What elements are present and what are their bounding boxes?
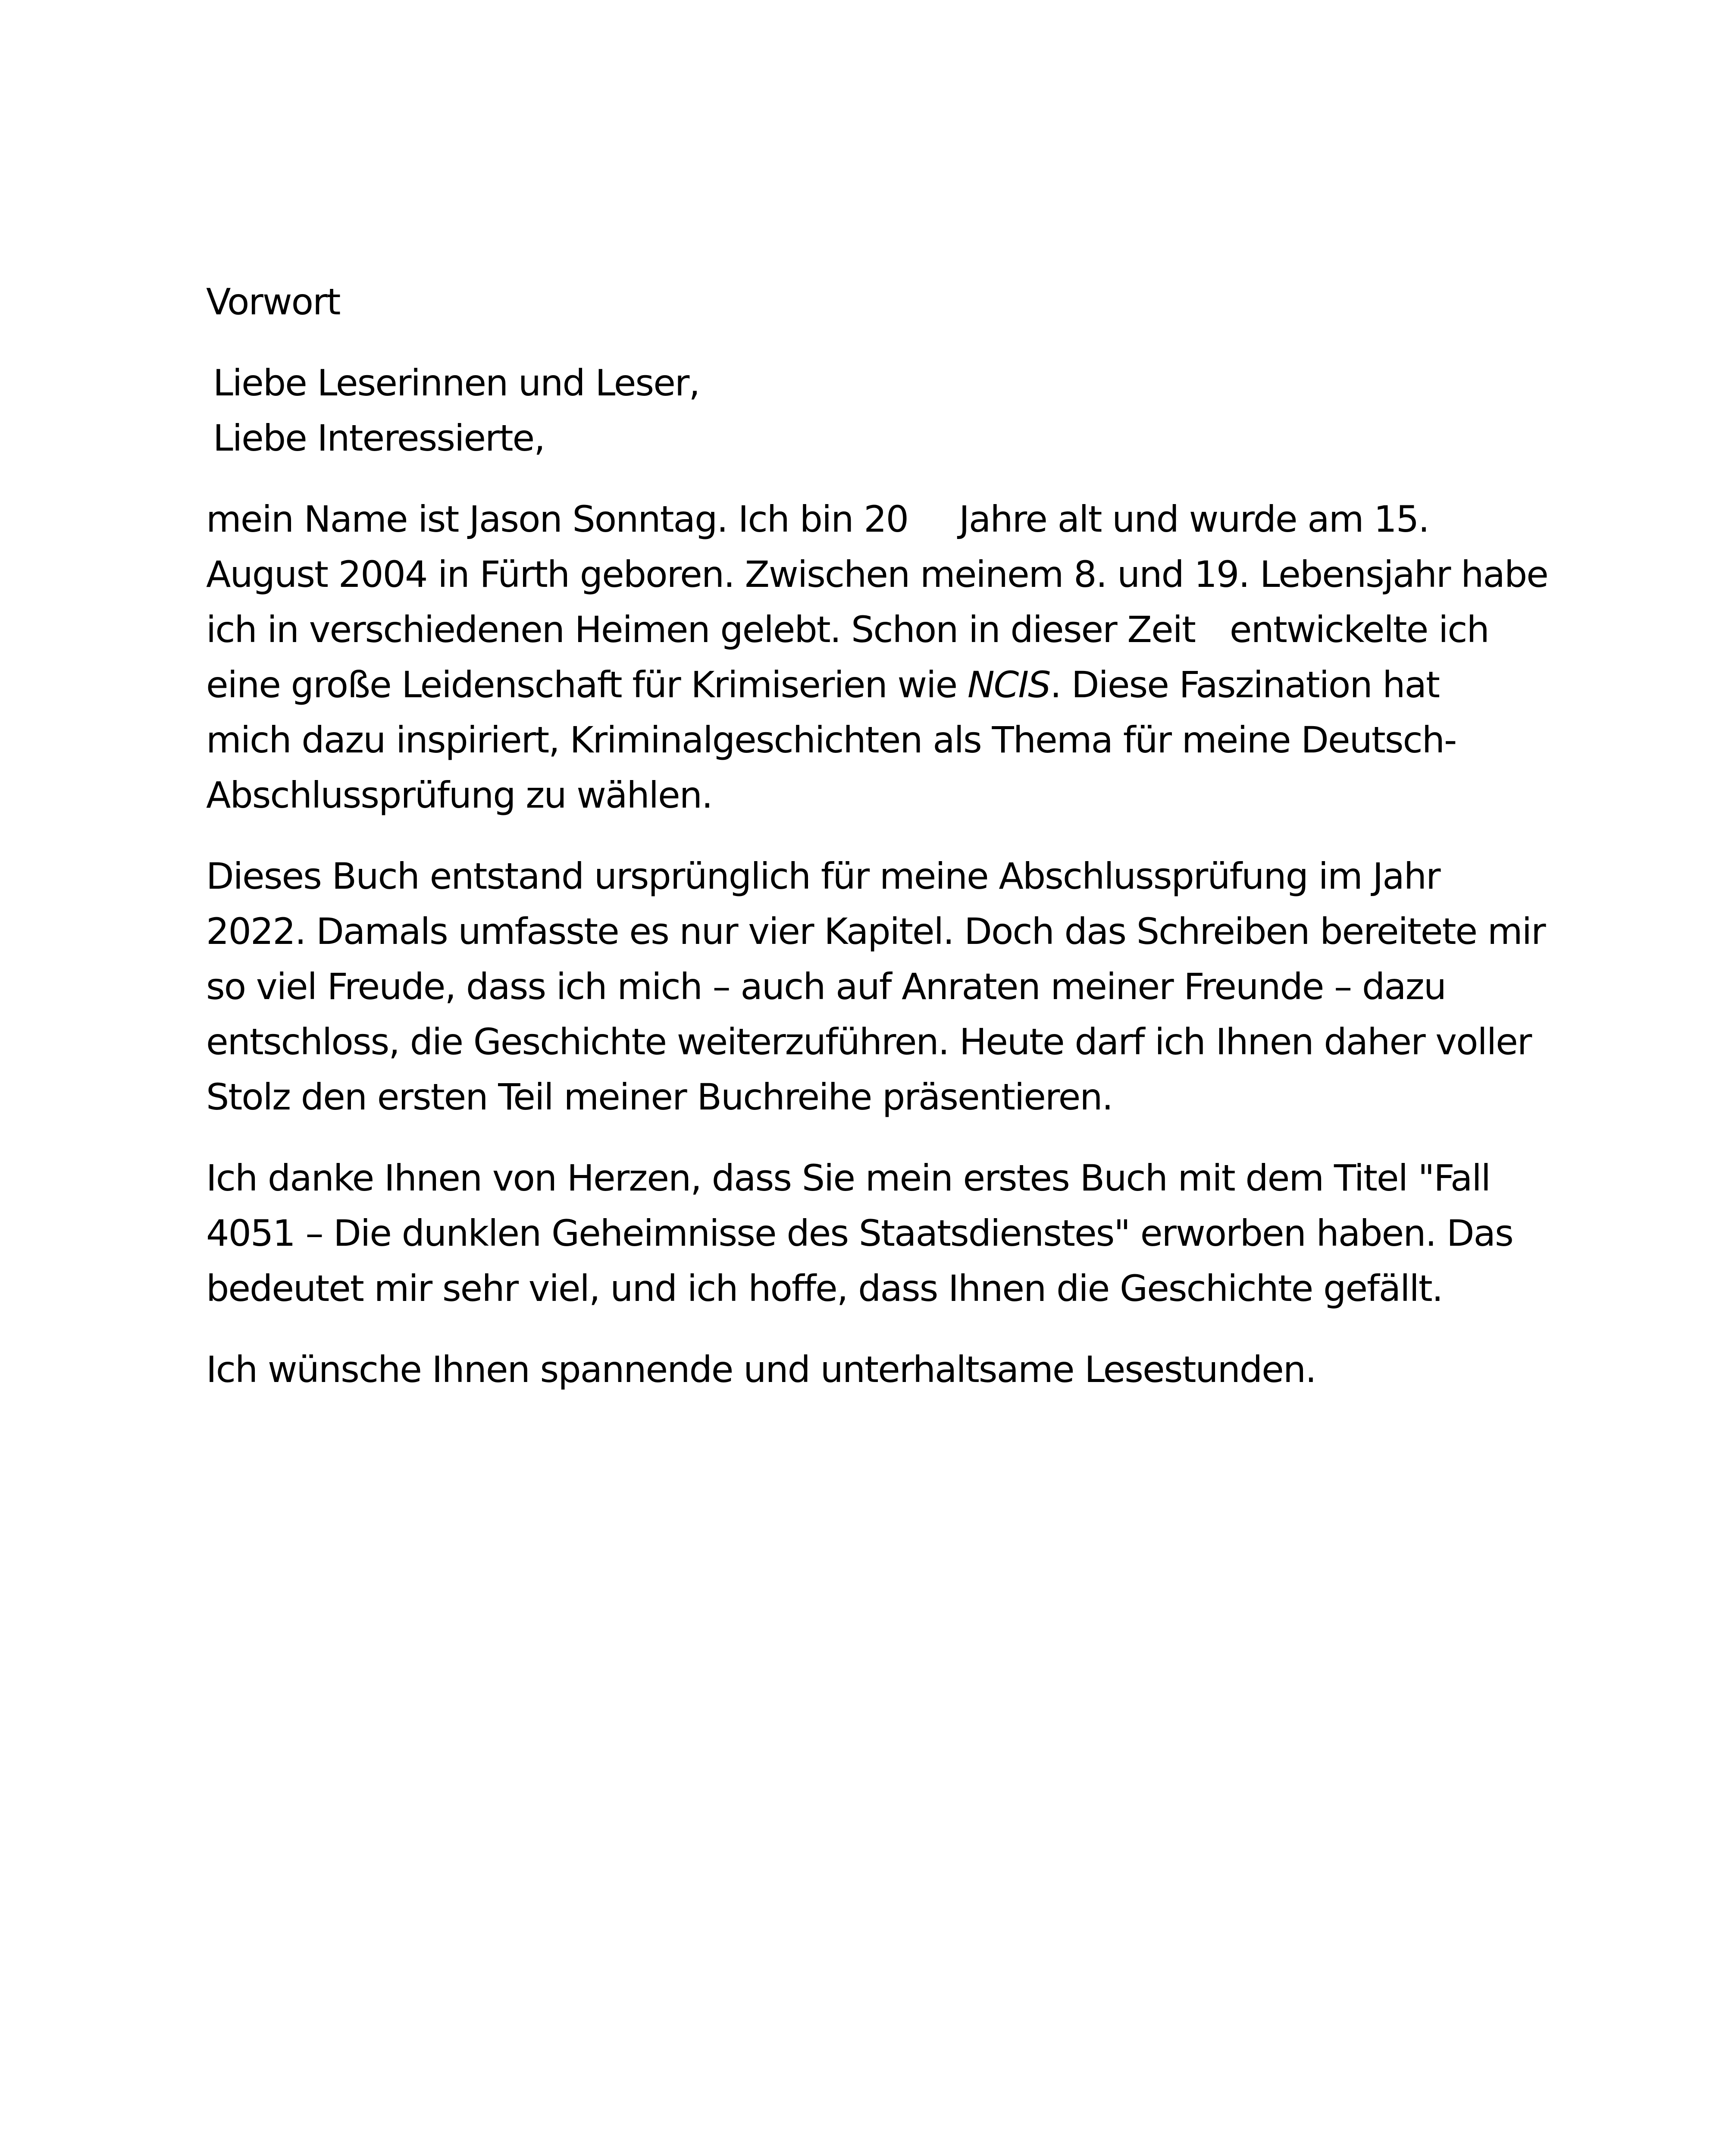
document-body xyxy=(206,274,1556,1423)
text-line xyxy=(206,602,1556,657)
text-line: 4051 – Die dunklen Geheimnisse des Staatsdienstes" erworben haben. Das xyxy=(206,1212,1513,1254)
text-line: 2022. Damals umfasste es nur vier Kapitel. Doch das Schreiben bereitete mir xyxy=(206,910,1545,953)
salutation xyxy=(206,355,1556,466)
text-segment: entwickelte ich xyxy=(1229,608,1489,651)
text-line: Ich danke Ihnen von Herzen, dass Sie mein erstes Buch mit dem Titel "Fall xyxy=(206,1157,1490,1199)
text-segment: ich in verschiedenen Heimen gelebt. Schon in dieser Zeit xyxy=(206,608,1195,651)
text-line: mich dazu inspiriert, Kriminalgeschichten als Thema für meine Deutsch- xyxy=(206,719,1456,761)
text-line: August 2004 in Fürth geboren. Zwischen meinem 8. und 19. Lebensjahr habe xyxy=(206,553,1548,595)
text-line: entschloss, die Geschichte weiterzuführen. Heute darf ich Ihnen daher voller xyxy=(206,1021,1532,1063)
paragraph-thanks xyxy=(206,1150,1556,1316)
page-title: Vorwort xyxy=(206,281,340,323)
paragraph-origin xyxy=(206,849,1556,1125)
text-line: Ich wünsche Ihnen spannende und unterhaltsame Lesestunden. xyxy=(206,1348,1316,1391)
series-title: NCIS xyxy=(967,664,1050,706)
text-line: bedeutet mir sehr viel, und ich hoffe, dass Ihnen die Geschichte gefällt. xyxy=(206,1267,1443,1310)
text-segment: mein Name ist Jason Sonntag. Ich bin 20 xyxy=(206,498,908,540)
paragraph-closing xyxy=(206,1342,1556,1397)
text-segment: eine große Leidenschaft für Krimiserien wie xyxy=(206,664,957,706)
text-line xyxy=(206,657,1556,712)
salutation-line: Liebe Interessierte, xyxy=(213,417,545,459)
text-line: so viel Freude, dass ich mich – auch auf Anraten meiner Freunde – dazu xyxy=(206,965,1446,1008)
salutation-line: Liebe Leserinnen und Leser, xyxy=(213,362,700,404)
text-line xyxy=(206,492,1556,547)
text-line: Stolz den ersten Teil meiner Buchreihe präsentieren. xyxy=(206,1076,1113,1118)
text-line: Abschlussprüfung zu wählen. xyxy=(206,774,712,816)
paragraph-intro xyxy=(206,492,1556,823)
text-line: Dieses Buch entstand ursprünglich für meine Abschlussprüfung im Jahr xyxy=(206,855,1440,897)
text-segment: Jahre alt und wurde am 15. xyxy=(959,498,1429,540)
text-segment: . Diese Faszination hat xyxy=(1050,664,1439,706)
